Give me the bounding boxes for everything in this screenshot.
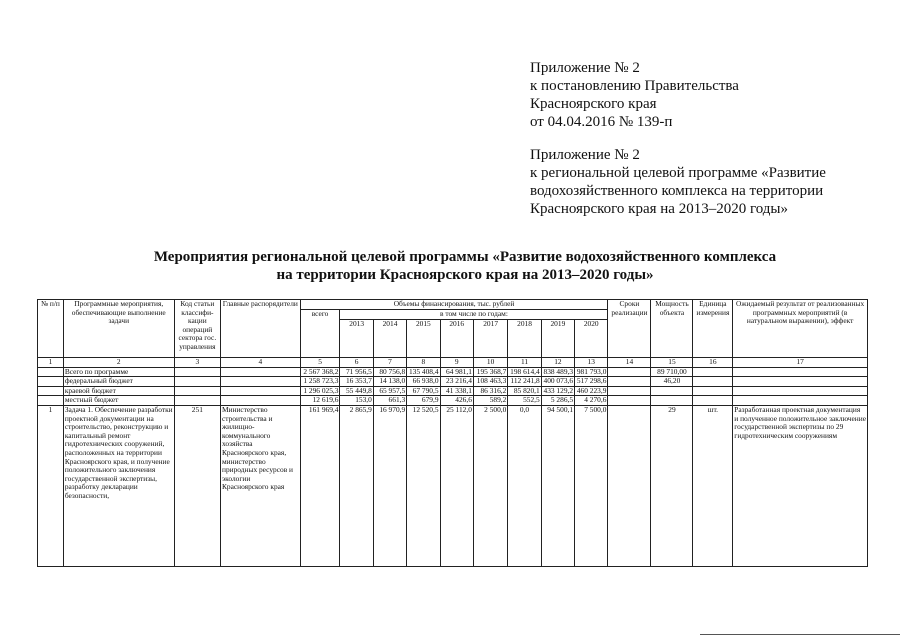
header-num: № п/п bbox=[38, 300, 64, 358]
summary-row-total bbox=[38, 367, 868, 377]
summary-row-regional bbox=[38, 386, 868, 396]
appendix-line: Приложение № 2 bbox=[530, 60, 640, 76]
value-2018: 198 614,4 bbox=[508, 367, 541, 377]
appendix-line: от 04.04.2016 № 139-п bbox=[530, 114, 673, 130]
value-2014: 65 957,5 bbox=[373, 386, 406, 396]
document-title bbox=[60, 248, 870, 284]
value-2015: 679,9 bbox=[407, 396, 440, 406]
appendix-line: Красноярского края на 2013–2020 годы» bbox=[530, 201, 789, 217]
value-2017: 86 316,2 bbox=[473, 386, 507, 396]
value-2014: 80 756,8 bbox=[373, 367, 406, 377]
value-2020: 517 298,6 bbox=[575, 377, 608, 387]
summary-label: краевой бюджет bbox=[63, 386, 174, 396]
header-capacity: Мощность объекта bbox=[651, 300, 693, 358]
value-2019: 433 129,2 bbox=[541, 386, 574, 396]
summary-label: Всего по программе bbox=[63, 367, 174, 377]
value-2019: 400 073,6 bbox=[541, 377, 574, 387]
value-2015: 66 938,0 bbox=[407, 377, 440, 387]
column-number: 11 bbox=[508, 358, 541, 368]
task-result: Разработанная проектная документация и полученное положительное заключение государственной экспертизы по 29 гидротехническим сооружениям bbox=[733, 405, 868, 566]
value-2019: 5 286,5 bbox=[541, 396, 574, 406]
header-managers: Главные распорядители bbox=[220, 300, 300, 358]
header-events: Программные мероприятия, обеспечивающие выполнение задачи bbox=[63, 300, 174, 358]
column-number: 15 bbox=[651, 358, 693, 368]
value-2016: 64 981,1 bbox=[440, 367, 473, 377]
value-2017: 108 463,3 bbox=[473, 377, 507, 387]
appendix-line: Приложение № 2 bbox=[530, 147, 640, 163]
column-number: 13 bbox=[575, 358, 608, 368]
header-total: всего bbox=[300, 310, 340, 358]
value-2016: 426,6 bbox=[440, 396, 473, 406]
task-code: 251 bbox=[174, 405, 220, 566]
header-year: 2016 bbox=[440, 320, 473, 358]
value-total: 2 567 368,2 bbox=[300, 367, 340, 377]
appendix-line: водохозяйственного комплекса на территории bbox=[530, 183, 824, 199]
task-1-row bbox=[38, 405, 868, 566]
column-number: 10 bbox=[473, 358, 507, 368]
capacity-value: 89 710,00 bbox=[651, 367, 693, 377]
header-year: 2013 bbox=[340, 320, 373, 358]
task-unit: шт. bbox=[693, 405, 733, 566]
column-number: 7 bbox=[373, 358, 406, 368]
header-result: Ожидаемый результат от реализованных программных мероприятий (в натуральном выражении), эффект bbox=[733, 300, 868, 358]
value-2017: 195 368,7 bbox=[473, 367, 507, 377]
value-2015: 67 790,5 bbox=[407, 386, 440, 396]
header-year: 2014 bbox=[373, 320, 406, 358]
task-description: Задача 1. Обеспечение разработки проектной документации на строительство, реконструкцию и капитальный ремонт гидротехнических сооружений, расположенных на территории Красноярского края, и получение положительного заключения государственной экспертизы, разработку декларации безопасности, bbox=[63, 405, 174, 566]
scan-edge-line bbox=[700, 634, 900, 635]
header-year: 2015 bbox=[407, 320, 440, 358]
column-number: 3 bbox=[174, 358, 220, 368]
column-number: 1 bbox=[38, 358, 64, 368]
column-number: 6 bbox=[340, 358, 373, 368]
value-2016: 23 216,4 bbox=[440, 377, 473, 387]
column-number: 14 bbox=[608, 358, 651, 368]
task-capacity: 29 bbox=[651, 405, 693, 566]
appendix-to-program bbox=[530, 146, 826, 218]
column-number: 8 bbox=[407, 358, 440, 368]
value-2020: 7 500,0 bbox=[575, 405, 608, 566]
header-year: 2020 bbox=[575, 320, 608, 358]
value-2019: 838 489,3 bbox=[541, 367, 574, 377]
title-line: на территории Красноярского края на 2013–2020 годы» bbox=[276, 267, 654, 283]
column-number: 2 bbox=[63, 358, 174, 368]
summary-label: местный бюджет bbox=[63, 396, 174, 406]
appendix-line: к региональной целевой программе «Развитие bbox=[530, 165, 826, 181]
appendix-line: Красноярского края bbox=[530, 96, 657, 112]
header-year: 2019 bbox=[541, 320, 574, 358]
header-unit: Единица измерения bbox=[693, 300, 733, 358]
value-total: 1 296 025,3 bbox=[300, 386, 340, 396]
program-events-table bbox=[37, 299, 868, 567]
column-number: 9 bbox=[440, 358, 473, 368]
column-number: 17 bbox=[733, 358, 868, 368]
column-number-row bbox=[38, 358, 868, 368]
value-2018: 0,0 bbox=[508, 405, 541, 566]
value-2014: 16 970,9 bbox=[373, 405, 406, 566]
value-2020: 981 793,0 bbox=[575, 367, 608, 377]
value-total: 161 969,4 bbox=[300, 405, 340, 566]
value-2017: 2 500,0 bbox=[473, 405, 507, 566]
column-number: 16 bbox=[693, 358, 733, 368]
value-2015: 12 520,5 bbox=[407, 405, 440, 566]
task-manager: Министерство строительства и жилищно-коммунального хозяйства Красноярского края, министерство природных ресурсов и экологии Красноярского края bbox=[220, 405, 300, 566]
value-2014: 661,3 bbox=[373, 396, 406, 406]
value-2015: 135 408,4 bbox=[407, 367, 440, 377]
title-line: Мероприятия региональной целевой программы «Развитие водохозяйственного комплекса bbox=[153, 249, 777, 265]
value-2014: 14 138,0 bbox=[373, 377, 406, 387]
value-2013: 2 865,9 bbox=[340, 405, 373, 566]
value-2017: 589,2 bbox=[473, 396, 507, 406]
column-number: 5 bbox=[300, 358, 340, 368]
value-2020: 460 223,9 bbox=[575, 386, 608, 396]
header-year: 2018 bbox=[508, 320, 541, 358]
header-terms: Сроки реализации bbox=[608, 300, 651, 358]
header-volume: Объемы финансирования, тыс. рублей bbox=[300, 300, 608, 310]
value-2016: 25 112,0 bbox=[440, 405, 473, 566]
value-2013: 153,0 bbox=[340, 396, 373, 406]
summary-row-federal bbox=[38, 377, 868, 387]
value-2020: 4 270,6 bbox=[575, 396, 608, 406]
summary-label: федеральный бюджет bbox=[63, 377, 174, 387]
task-number: 1 bbox=[38, 405, 64, 566]
value-2018: 85 820,1 bbox=[508, 386, 541, 396]
capacity-value bbox=[651, 386, 693, 396]
capacity-value bbox=[651, 396, 693, 406]
column-number: 12 bbox=[541, 358, 574, 368]
value-total: 12 619,6 bbox=[300, 396, 340, 406]
value-2018: 552,5 bbox=[508, 396, 541, 406]
value-2013: 16 353,7 bbox=[340, 377, 373, 387]
summary-row-local bbox=[38, 396, 868, 406]
value-2016: 41 338,1 bbox=[440, 386, 473, 396]
header-including: в том числе по годам: bbox=[340, 310, 608, 320]
header-code: Код статьи классифи-кации операций сектора гос. управления bbox=[174, 300, 220, 358]
value-2013: 71 956,5 bbox=[340, 367, 373, 377]
value-2013: 55 449,8 bbox=[340, 386, 373, 396]
header-year: 2017 bbox=[473, 320, 507, 358]
value-2019: 94 500,1 bbox=[541, 405, 574, 566]
value-2018: 112 241,8 bbox=[508, 377, 541, 387]
value-total: 1 258 723,3 bbox=[300, 377, 340, 387]
appendix-line: к постановлению Правительства bbox=[530, 78, 739, 94]
column-number: 4 bbox=[220, 358, 300, 368]
capacity-value: 46,20 bbox=[651, 377, 693, 387]
appendix-to-resolution bbox=[530, 59, 739, 131]
